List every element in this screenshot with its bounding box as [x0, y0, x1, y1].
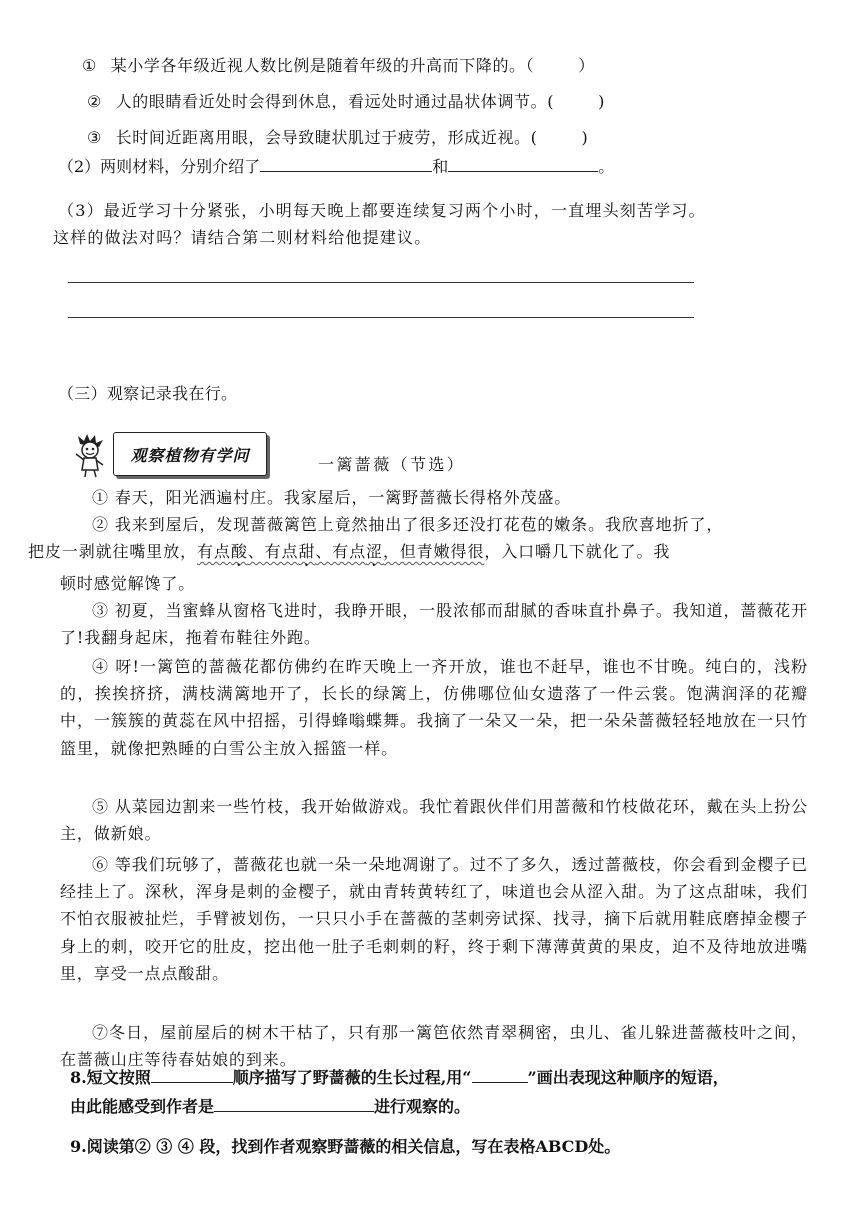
passage-title: 一篱蔷薇（节选） — [318, 455, 466, 474]
banner-label: 观察植物有学问 — [113, 432, 267, 476]
answer-blank-q2-a[interactable] — [260, 157, 432, 172]
paragraph-2: ② 我来到屋后，发现蔷薇篱笆上竟然抽出了很多还没打花苞的嫩条。我欣喜地折了， 把皮一剥就往嘴里放，有点酸、有点甜、有点涩，但青嫩得很，入口嚼几下就化了。我 顿时感觉解馋了。 — [28, 515, 724, 594]
statement-number: ① — [82, 56, 97, 75]
statement-text: 长时间近距离用眼，会导致睫状肌过于疲劳，形成近视。( — [115, 128, 538, 147]
paragraph-3: ③ 初夏，当蜜蜂从窗格飞进时，我睁开眼，一股浓郁而甜腻的香味直扑鼻子。我知道，蔷薇花开了!我翻身起床，拖着布鞋往外跑。 — [60, 601, 808, 648]
statement-3: ③ 长时间近距离用眼，会导致睫状肌过于疲劳，形成近视。( ) — [87, 128, 589, 147]
statement-number: ② — [87, 92, 102, 111]
statement-2: ② 人的眼睛看近处时会得到休息，看远处时通过晶状体调节。( ) — [87, 92, 605, 111]
paragraph-5: ⑤ 从菜园边割来一些竹枝，我开始做游戏。我忙着跟伙伴们用蔷薇和竹枝做花环，戴在头上扮公主，做新娘。 — [60, 797, 808, 844]
question-2: （2）两则材料，分别介绍了 和 。 — [58, 157, 615, 176]
question-8-line-1: 8.短文按照 顺序描写了野蔷薇的生长过程,用“ ”画出表现这种顺序的短语， — [70, 1068, 729, 1087]
paragraph-4: ④ 呀!一篱笆的蔷薇花都仿佛约在昨天晚上一齐开放，谁也不赶早，谁也不甘晚。纯白的，浅粉的，挨挨挤挤，满枝满篱地开了，长长的绿篱上，仿佛哪位仙女遗落了一件云裳。饱满润泽的花瓣中，一簇簇的黄蕊在风中招摇，引得蜂嗡蝶舞。我摘了一朵又一朵，把一朵朵蔷薇轻轻地放在一只竹篮里，就像把熟睡的白雪公主放入摇篮一样。 — [60, 657, 808, 758]
answer-blank-q8-mark[interactable] — [472, 1068, 528, 1083]
paragraph-1: ① 春天，阳光洒遍村庄。我家屋后，一篱野蔷薇长得格外茂盛。 — [92, 488, 572, 507]
question-3-line-2: 这样的做法对吗？请结合第二则材料给他提建议。 — [53, 228, 432, 247]
statement-1: ① 某小学各年级近视人数比例是随着年级的升高而下降的。（ ） — [82, 56, 595, 75]
answer-blank-q2-b[interactable] — [448, 157, 598, 172]
question-2-prefix: （2）两则材料，分别介绍了 — [58, 157, 261, 176]
statement-text: 人的眼睛看近处时会得到休息，看远处时通过晶状体调节。( — [115, 92, 555, 111]
question-8-line-2: 由此能感受到作者是 进行观察的。 — [70, 1097, 471, 1116]
answer-line-2[interactable] — [68, 317, 694, 318]
question-9: 9.阅读第② ③ ④ 段，找到作者观察野蔷薇的相关信息，写在表格ABCD处。 — [70, 1137, 621, 1156]
cartoon-boy-icon — [70, 432, 112, 478]
answer-blank-q8-how[interactable] — [214, 1097, 374, 1112]
paragraph-6: ⑥ 等我们玩够了，蔷薇花也就一朵一朵地凋谢了。过不了多久，透过蔷薇枝，你会看到金樱子已经挂上了。深秋，浑身是刺的金樱子，就由青转黄转红了，味道也会从涩入甜。为了这点甜味，我们不怕衣服被扯烂，手臂被划伤，一只只小手在蔷薇的茎刺旁试探、找寻，摘下后就用鞋底磨掉金樱子身上的刺，咬开它的肚皮，挖出他一肚子毛刺刺的籽，终于剩下薄薄黄黄的果皮，迫不及待地放进嘴里，享受一点点酸甜。 — [60, 855, 808, 983]
question-3-line-1: （3）最近学习十分紧张，小明每天晚上都要连续复习两个小时，一直埋头刻苦学习。 — [58, 201, 706, 220]
section-title: （三）观察记录我在行。 — [58, 384, 238, 403]
answer-blank-q8-order[interactable] — [151, 1068, 233, 1083]
statement-text: 某小学各年级近视人数比例是随着年级的升高而下降的。（ — [110, 56, 535, 75]
answer-line-1[interactable] — [68, 282, 694, 283]
paragraph-7: ⑦冬日，屋前屋后的树木干枯了，只有那一篱笆依然青翠稠密，虫儿、雀儿躲进蔷薇枝叶之间，在蔷薇山庄等待春姑娘的到来。 — [60, 1023, 808, 1070]
statement-number: ③ — [87, 128, 102, 147]
